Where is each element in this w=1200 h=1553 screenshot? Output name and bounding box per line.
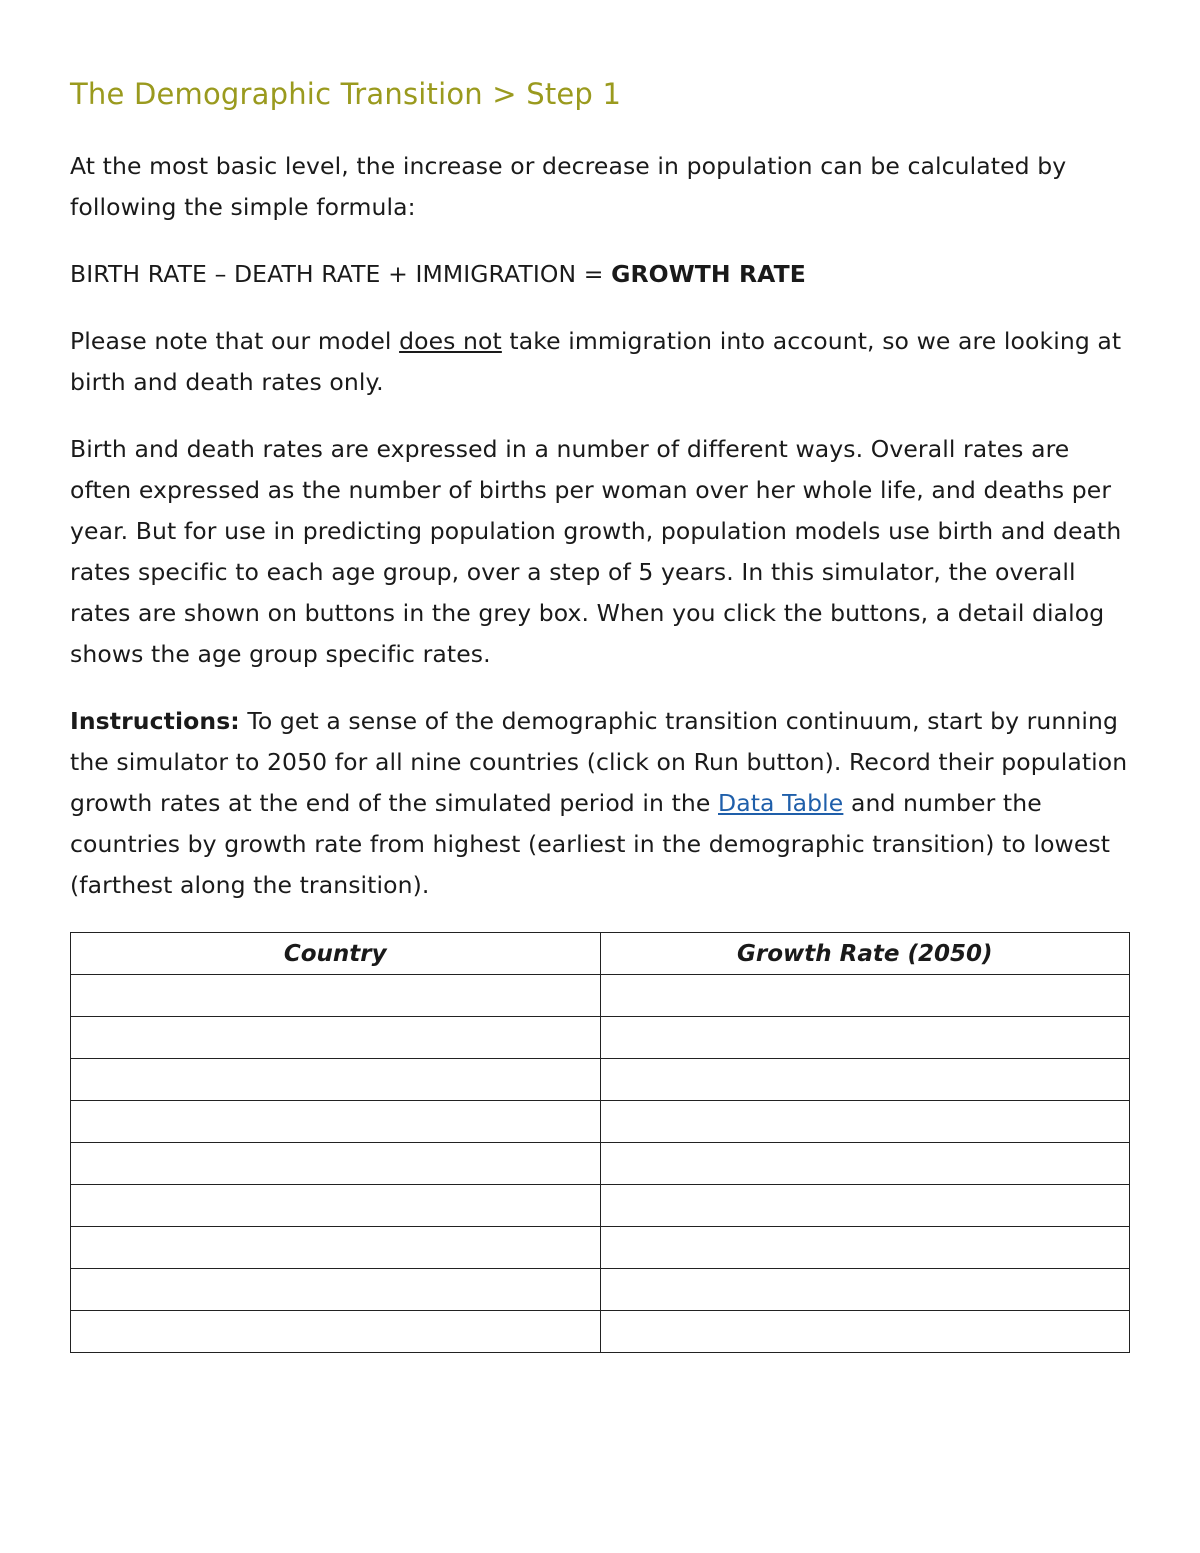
instructions-text: To get a sense of the demographic transition continuum, start by running the simulator to 2050 for all nine countries (click on Run button). Record their population growth rates at the end of the simulated period in the xyxy=(70,707,1128,817)
country-cell[interactable] xyxy=(71,1227,601,1269)
note-before: Please note that our model xyxy=(70,327,400,355)
country-cell[interactable] xyxy=(71,1311,601,1353)
table-row xyxy=(71,1185,1130,1227)
growth-rate-cell[interactable] xyxy=(600,1269,1130,1311)
table-row xyxy=(71,1143,1130,1185)
country-cell[interactable] xyxy=(71,1017,601,1059)
table-row xyxy=(71,1269,1130,1311)
country-cell[interactable] xyxy=(71,975,601,1017)
column-header-growth-rate: Growth Rate (2050) xyxy=(600,933,1130,975)
growth-rate-cell[interactable] xyxy=(600,1311,1130,1353)
growth-rate-cell[interactable] xyxy=(600,975,1130,1017)
growth-rate-cell[interactable] xyxy=(600,1143,1130,1185)
growth-rate-cell[interactable] xyxy=(600,1101,1130,1143)
growth-rate-cell[interactable] xyxy=(600,1227,1130,1269)
page-title: The Demographic Transition > Step 1 xyxy=(70,77,622,111)
growth-rate-cell[interactable] xyxy=(600,1185,1130,1227)
instructions-text-end: and number the countries by growth rate from highest (earliest in the demographic transition) to lowest (farthest along the transition). xyxy=(70,789,1111,899)
intro-paragraph: At the most basic level, the increase or decrease in population can be calculated by following the simple formula: xyxy=(70,152,1067,221)
formula-line xyxy=(70,254,1130,295)
table-row xyxy=(71,1017,1130,1059)
rates-paragraph: Birth and death rates are expressed in a number of different ways. Overall rates are often expressed as the number of births per woman over her whole life, and deaths per year. But for use in predicting population growth, population models use birth and death rates specific to each age group, over a step of 5 years. In this simulator, the overall rates are shown on buttons in the grey box. When you click the buttons, a detail dialog shows the age group specific rates. xyxy=(70,435,1122,668)
country-cell[interactable] xyxy=(71,1143,601,1185)
growth-rate-cell[interactable] xyxy=(600,1017,1130,1059)
table-row xyxy=(71,1059,1130,1101)
document-page xyxy=(70,72,1130,1353)
table-header-row xyxy=(71,933,1130,975)
country-cell[interactable] xyxy=(71,1269,601,1311)
note-emphasis: does not xyxy=(399,327,502,355)
data-table xyxy=(70,932,1130,1353)
growth-rate-cell[interactable] xyxy=(600,1059,1130,1101)
table-body xyxy=(71,975,1130,1353)
note-after: take immigration into account, so we are looking at birth and death rates only. xyxy=(70,327,1122,396)
column-header-country: Country xyxy=(71,933,601,975)
country-cell[interactable] xyxy=(71,1185,601,1227)
table-row xyxy=(71,975,1130,1017)
country-cell[interactable] xyxy=(71,1101,601,1143)
data-table-link[interactable]: Data Table xyxy=(718,789,844,817)
table-row xyxy=(71,1227,1130,1269)
instructions-label: Instructions: xyxy=(70,707,240,735)
formula-result: GROWTH RATE xyxy=(611,260,806,288)
formula-text: BIRTH RATE – DEATH RATE + IMMIGRATION = xyxy=(70,260,612,288)
instructions-paragraph xyxy=(70,701,1130,906)
table-row xyxy=(71,1311,1130,1353)
country-cell[interactable] xyxy=(71,1059,601,1101)
table-row xyxy=(71,1101,1130,1143)
note-paragraph xyxy=(70,321,1130,403)
